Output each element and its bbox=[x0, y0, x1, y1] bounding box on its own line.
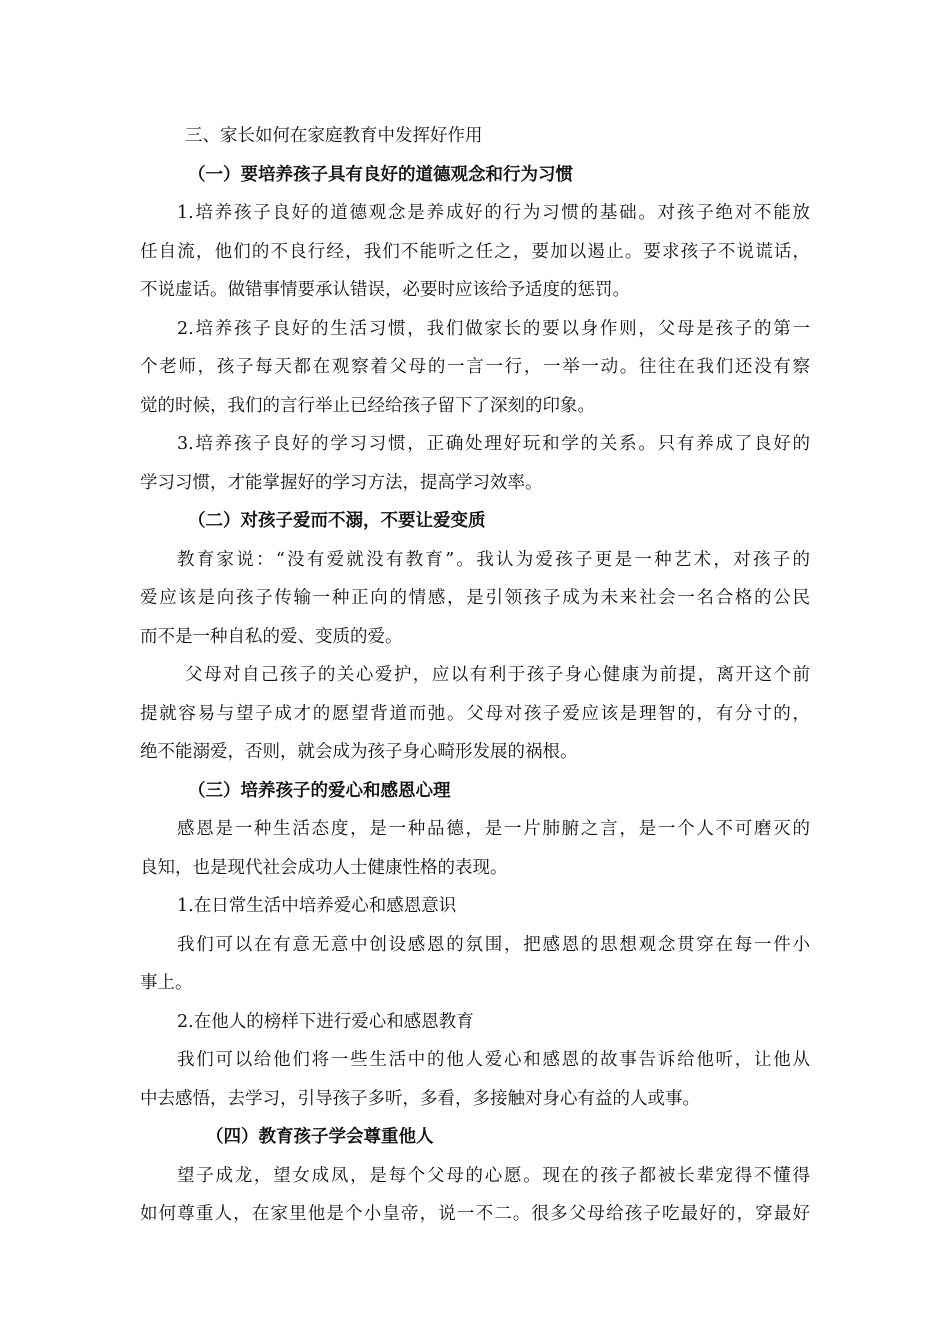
subheading-4: （四）教育孩子学会尊重他人 bbox=[206, 1127, 434, 1147]
paragraph-line: 不说虚话。做错事情要承认错误，必要时应该给予适度的惩罚。 bbox=[140, 280, 630, 300]
section-title: 三、家长如何在家庭教育中发挥好作用 bbox=[185, 126, 483, 146]
paragraph-moral-habits bbox=[140, 194, 810, 310]
list-item-title: 1.在日常生活中培养爱心和感恩意识 bbox=[177, 896, 457, 916]
paragraph-line: 父母对自己孩子的关心爱护，应以有利于孩子身心健康为前提，离开这个前 bbox=[185, 665, 810, 685]
paragraph-line: 我们可以给他们将一些生活中的他人爱心和感恩的故事告诉给他听，让他从 bbox=[177, 1050, 810, 1070]
paragraph-line: 提就容易与望子成才的愿望背道而弛。父母对孩子爱应该是理智的，有分寸的， bbox=[140, 703, 810, 724]
paragraph-line: 任自流，他们的不良行经，我们不能听之任之，要加以遏止。要求孩子不说谎话， bbox=[140, 241, 810, 262]
subheading-3: （三）培养孩子的爱心和感恩心理 bbox=[188, 780, 451, 801]
paragraph-rational-love bbox=[140, 656, 810, 772]
paragraph-respect bbox=[140, 1157, 810, 1234]
subheading-2: （二）对孩子爱而不溺，不要让爱变质 bbox=[188, 511, 486, 531]
paragraph-line: 而不是一种自私的爱、变质的爱。 bbox=[140, 626, 403, 647]
document-body bbox=[140, 117, 810, 1234]
paragraph-life-habits bbox=[140, 310, 810, 426]
paragraph-gratitude bbox=[140, 810, 810, 887]
paragraph-line: 觉的时候，我们的言行举止已经给孩子留下了深刻的印象。 bbox=[140, 395, 595, 416]
paragraph-line: 如何尊重人，在家里他是个小皇帝，说一不二。很多父母给孩子吃最好的，穿最好 bbox=[140, 1204, 810, 1224]
paragraph-love-art bbox=[140, 541, 810, 657]
paragraph-role-models bbox=[140, 1041, 810, 1118]
paragraph-line: 个老师，孩子每天都在观察着父母的一言一行，一举一动。往往在我们还没有察 bbox=[140, 357, 810, 377]
paragraph-line: 2.培养孩子良好的生活习惯，我们做家长的要以身作则，父母是孩子的第一 bbox=[177, 318, 810, 339]
subheading-1: （一）要培养孩子具有良好的道德观念和行为习惯 bbox=[188, 164, 573, 185]
paragraph-line: 望子成龙，望女成凤，是每个父母的心愿。现在的孩子都被长辈宠得不懂得 bbox=[177, 1165, 810, 1186]
paragraph-line: 事上。 bbox=[140, 973, 193, 993]
paragraph-line: 爱应该是向孩子传输一种正向的情感，是引领孩子成为未来社会一名合格的公民 bbox=[140, 588, 810, 608]
paragraph-line: 学习习惯，才能掌握好的学习方法，提高学习效率。 bbox=[140, 472, 543, 493]
paragraph-line: 绝不能溺爱，否则，就会成为孩子身心畸形发展的祸根。 bbox=[140, 742, 578, 762]
paragraph-line: 感恩是一种生活态度，是一种品德，是一片肺腑之言，是一个人不可磨灭的 bbox=[177, 819, 810, 839]
list-item-title: 2.在他人的榜样下进行爱心和感恩教育 bbox=[177, 1011, 474, 1032]
paragraph-line: 中去感悟，去学习，引导孩子多听，多看，多接触对身心有益的人或事。 bbox=[140, 1088, 700, 1109]
paragraph-line: 3.培养孩子良好的学习习惯，正确处理好玩和学的关系。只有养成了良好的 bbox=[177, 434, 810, 454]
paragraph-line: 教育家说：“没有爱就没有教育”。我认为爱孩子更是一种艺术，对孩子的 bbox=[177, 549, 810, 570]
paragraph-line: 良知，也是现代社会成功人士健康性格的表现。 bbox=[140, 857, 508, 878]
paragraph-line: 1.培养孩子良好的道德观念是养成好的行为习惯的基础。对孩子绝对不能放 bbox=[177, 203, 810, 223]
paragraph-create-atmosphere bbox=[140, 926, 810, 1003]
paragraph-line: 我们可以在有意无意中创设感恩的氛围，把感恩的思想观念贯穿在每一件小 bbox=[177, 934, 810, 955]
paragraph-study-habits bbox=[140, 425, 810, 502]
